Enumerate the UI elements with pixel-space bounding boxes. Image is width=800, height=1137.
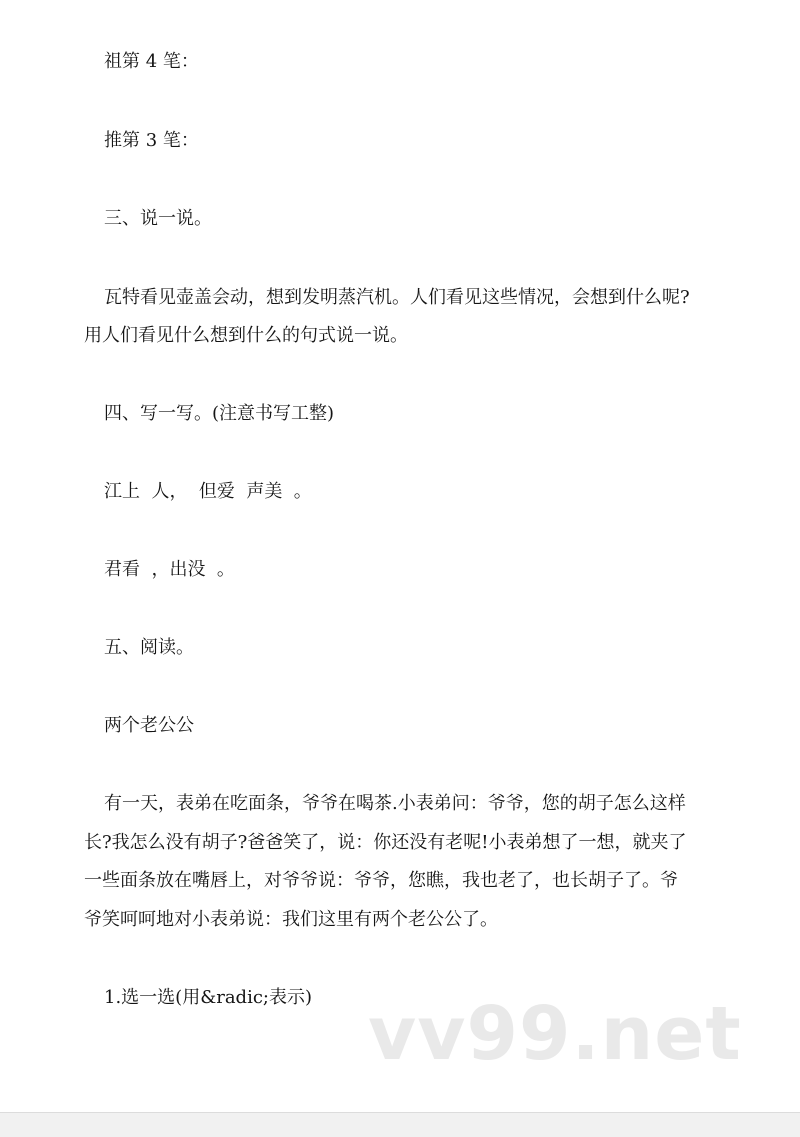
stroke-question-zu: 祖第 4 笔： bbox=[104, 51, 199, 72]
story-title: 两个老公公 bbox=[104, 715, 194, 736]
section-heading-read: 五、阅读。 bbox=[104, 637, 194, 658]
question-choose: 1.选一选(用&radic;表示) bbox=[104, 987, 313, 1008]
viewer-bottom-bar bbox=[0, 1112, 800, 1137]
story-line: 长?我怎么没有胡子?爸爸笑了，说：你还没有老呢!小表弟想了一想，就夹了 bbox=[84, 832, 687, 853]
story-line: 有一天，表弟在吃面条，爷爷在喝茶.小表弟问：爷爷，您的胡子怎么这样 bbox=[104, 793, 686, 814]
story-line: 一些面条放在嘴唇上，对爷爷说：爷爷，您瞧，我也老了，也长胡子了。爷 bbox=[84, 870, 678, 891]
paragraph-line: 用人们看见什么想到什么的句式说一说。 bbox=[84, 325, 408, 346]
poem-line: 江上 人， 但爱 声美 。 bbox=[104, 481, 312, 502]
stroke-question-tui: 推第 3 笔： bbox=[104, 130, 199, 151]
paragraph-line: 瓦特看见壶盖会动，想到发明蒸汽机。人们看见这些情况，会想到什么呢? bbox=[104, 287, 690, 308]
watermark: vv99.net bbox=[368, 991, 742, 1077]
section-heading-write: 四、写一写。(注意书写工整) bbox=[104, 403, 335, 424]
section-heading-speak: 三、说一说。 bbox=[104, 208, 212, 229]
story-line: 爷笑呵呵地对小表弟说：我们这里有两个老公公了。 bbox=[84, 909, 498, 930]
poem-line: 君看 ，出没 。 bbox=[104, 559, 235, 580]
